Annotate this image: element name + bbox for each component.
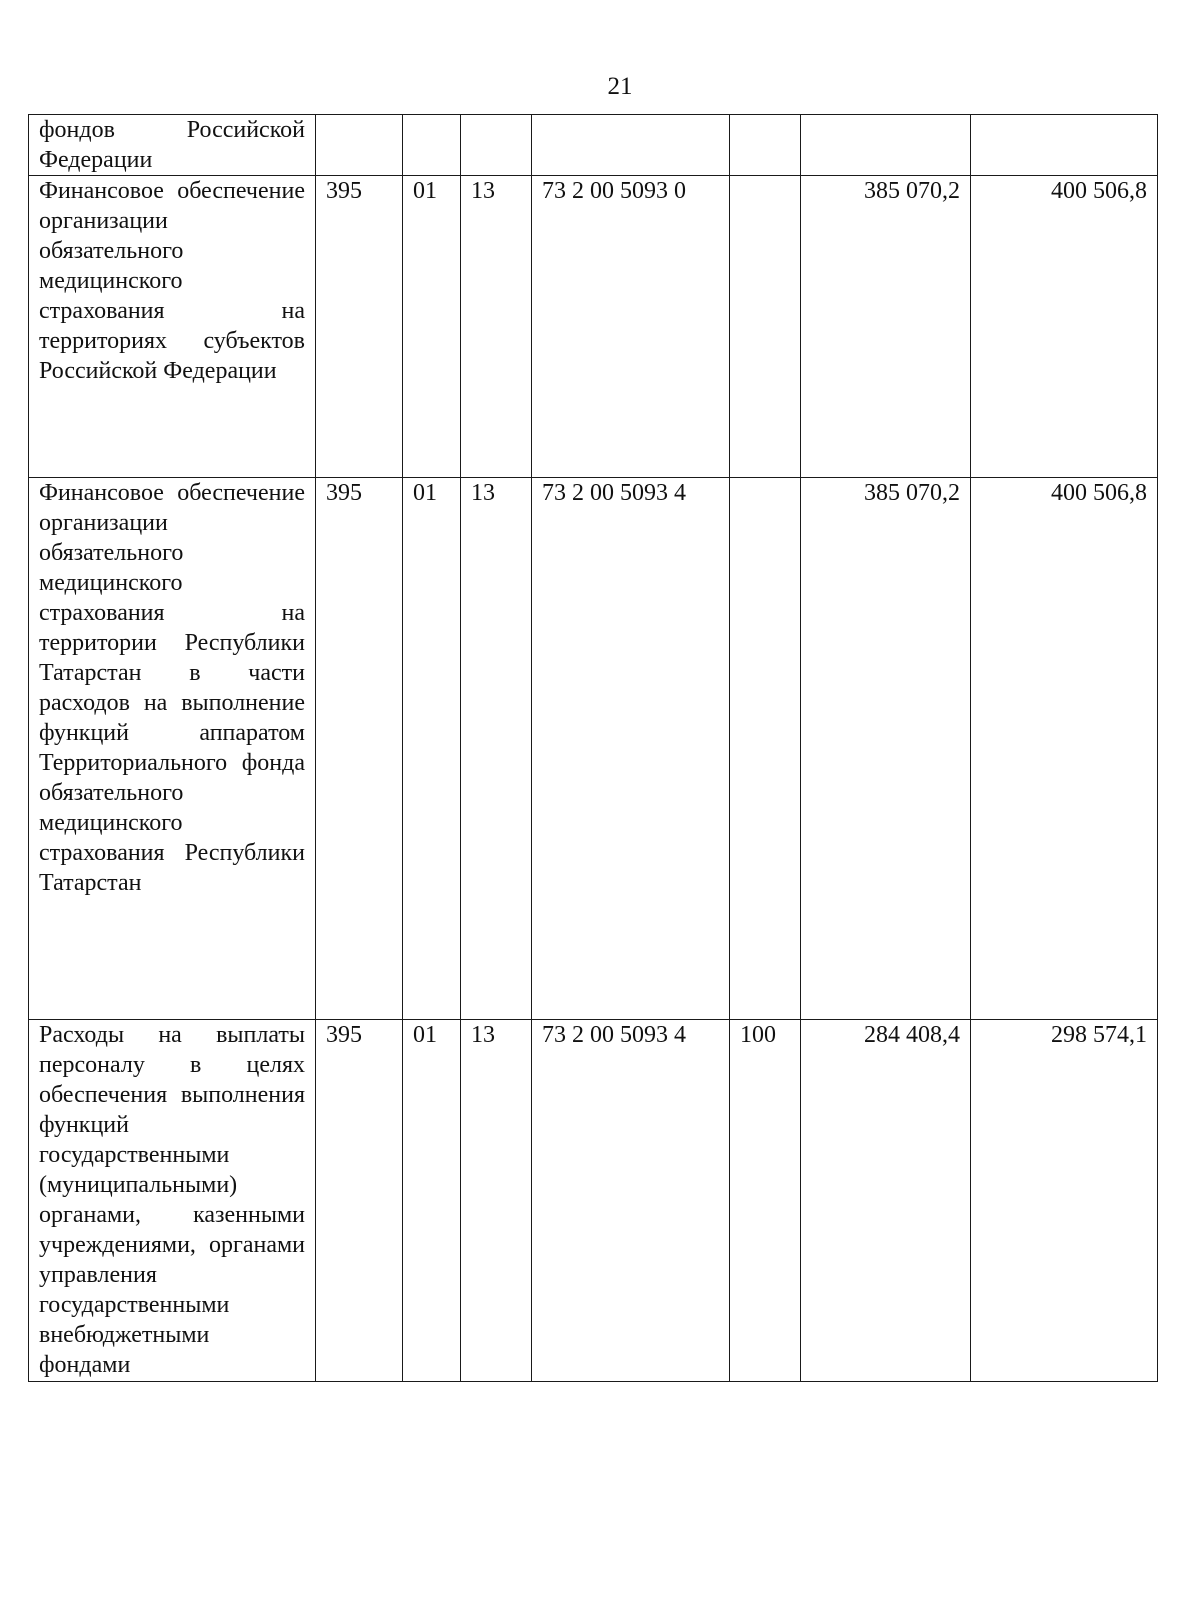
amount-year-2: 400 506,8 — [971, 176, 1158, 478]
row-name: Расходы на выплаты персоналу в целях обеспечения выполнения функций государственными (муниципальными) органами, казенными учреждениями, органами управления государственными внебюджетными фондами — [29, 1020, 316, 1382]
section-code: 01 — [403, 1020, 461, 1382]
ministry-code: 395 — [316, 1020, 403, 1382]
section-code: 01 — [403, 478, 461, 1020]
expense-type-code — [730, 176, 801, 478]
subsection-code: 13 — [461, 176, 532, 478]
target-article-code: 73 2 00 5093 4 — [532, 478, 730, 1020]
expense-type-code — [730, 115, 801, 176]
target-article-code — [532, 115, 730, 176]
row-name: фондов Российской Федерации — [29, 115, 316, 176]
subsection-code: 13 — [461, 478, 532, 1020]
amount-year-2: 298 574,1 — [971, 1020, 1158, 1382]
subsection-code — [461, 115, 532, 176]
section-code — [403, 115, 461, 176]
target-article-code: 73 2 00 5093 4 — [532, 1020, 730, 1382]
expense-type-code — [730, 478, 801, 1020]
table-row — [29, 478, 1158, 1020]
amount-year-2: 400 506,8 — [971, 478, 1158, 1020]
amount-year-1: 284 408,4 — [801, 1020, 971, 1382]
row-name: Финансовое обеспечение организации обязательного медицинского страхования на территории Республики Татарстан в части расходов на выполнение функций аппаратом Территориального фонда обязательного медицинского страхования Республики Татарстан — [29, 478, 316, 1020]
section-code: 01 — [403, 176, 461, 478]
subsection-code: 13 — [461, 1020, 532, 1382]
table-row — [29, 176, 1158, 478]
row-name: Финансовое обеспечение организации обязательного медицинского страхования на территориях субъектов Российской Федерации — [29, 176, 316, 478]
amount-year-2 — [971, 115, 1158, 176]
ministry-code: 395 — [316, 176, 403, 478]
amount-year-1: 385 070,2 — [801, 176, 971, 478]
ministry-code — [316, 115, 403, 176]
ministry-code: 395 — [316, 478, 403, 1020]
expense-type-code: 100 — [730, 1020, 801, 1382]
budget-table — [28, 114, 1158, 1382]
amount-year-1: 385 070,2 — [801, 478, 971, 1020]
target-article-code: 73 2 00 5093 0 — [532, 176, 730, 478]
amount-year-1 — [801, 115, 971, 176]
page-number: 21 — [607, 73, 633, 100]
table-row — [29, 1020, 1158, 1382]
table-row — [29, 115, 1158, 176]
